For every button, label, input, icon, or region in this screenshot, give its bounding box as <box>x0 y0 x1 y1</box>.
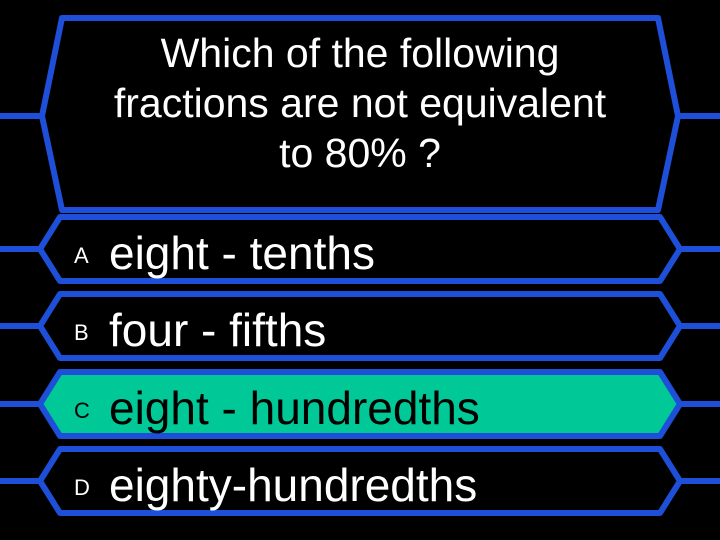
answer-c-text: eight - hundredths <box>109 382 480 434</box>
answer-d-button[interactable] <box>40 449 680 513</box>
answer-d-text: eighty-hundredths <box>109 459 478 511</box>
answer-a-text: eight - tenths <box>109 227 375 279</box>
answer-b-text: four - fifths <box>109 304 327 356</box>
answer-a-letter: A <box>74 243 89 268</box>
answer-b-letter: B <box>74 320 89 345</box>
answer-c-button[interactable] <box>40 372 680 436</box>
answer-d-letter: D <box>74 475 90 500</box>
question-line-2: fractions are not equivalent <box>113 80 607 126</box>
question-line-3: to 80% ? <box>279 130 441 176</box>
answer-a-button[interactable] <box>40 217 680 281</box>
question-text <box>70 28 650 178</box>
question-line-1: Which of the following <box>160 30 560 76</box>
answer-b-button[interactable] <box>40 294 680 358</box>
answer-c-letter: C <box>74 398 90 423</box>
